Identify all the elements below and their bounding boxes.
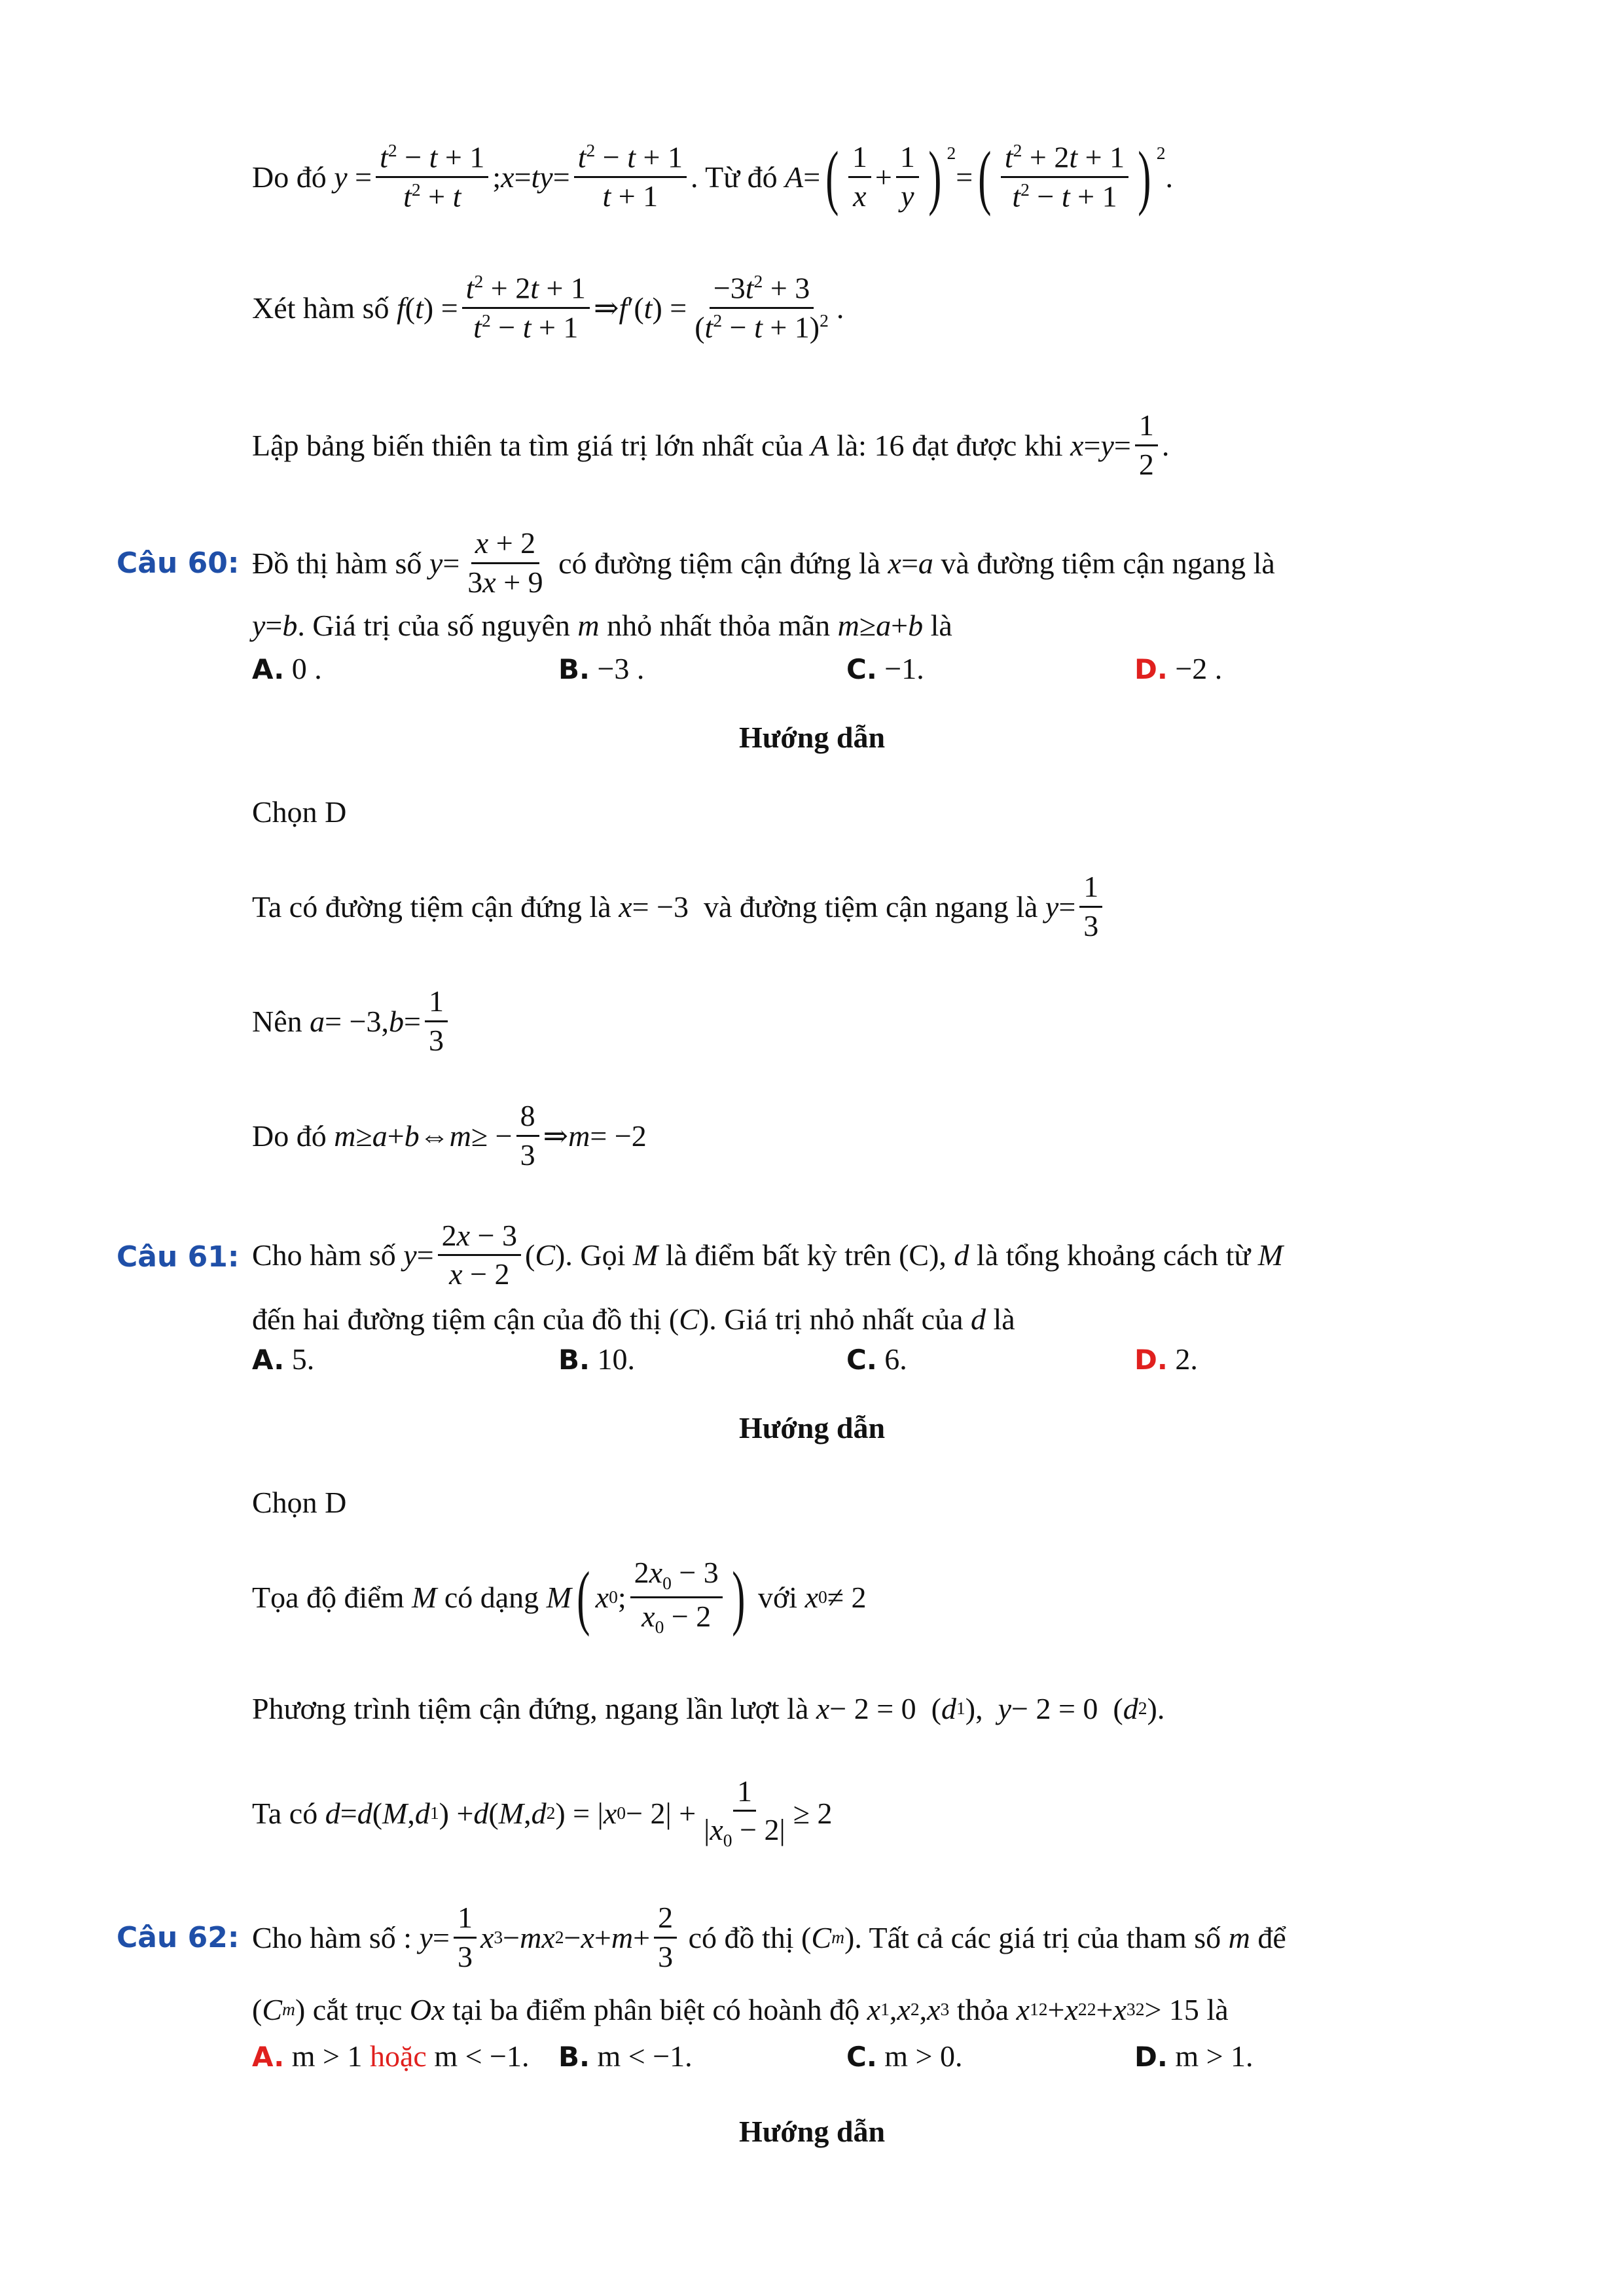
q62-line-2: ( C m ) cắt trục Ox tại ba điểm phân biệt có hoành độ x 1 , x 2 , x 3 thỏa x 1 2 + x 2 2 + x 3 2 > 15 là bbox=[252, 1992, 1229, 2026]
option-value: m < −1. bbox=[434, 2039, 530, 2073]
question-text: là tổng khoảng cách từ bbox=[976, 1238, 1251, 1272]
option-letter: C. bbox=[846, 653, 877, 685]
question-text: là bbox=[1206, 1992, 1229, 2026]
var-a: A bbox=[810, 428, 829, 462]
question-text: thỏa bbox=[956, 1992, 1009, 2026]
intro-line-1: Do đó y = $\frac{t^2 - t + 1}{t^2 + t}$ ; x = ty = $\frac{t^2 - t + 1}{t + 1}$ . Từ đó A = ( $\frac{1}{x}$ + $\frac{1}{y}$ ) $^2$ = ( $\frac{t^2 + 2t + 1}{t^2 - t + 1}$ ) $^2$ . bbox=[252, 137, 1174, 217]
question-text: đến hai đường tiệm cận của đồ thị ( bbox=[252, 1302, 679, 1336]
q60-sol-3: Do đó m ≥ a + b ⇔ m ≥ − $\frac{8}{3}$ ⇒ m = −2 bbox=[252, 1099, 647, 1172]
guide-heading: Hướng dẫn bbox=[738, 721, 886, 754]
intro-text: là: 16 đạt được khi bbox=[836, 428, 1063, 462]
intro-text: Do đó bbox=[252, 160, 327, 194]
option-value: 6. bbox=[884, 1342, 907, 1376]
q62-line-1: Cho hàm số : y = $\frac{1}{3}$ x 3 − mx 2 − x + m + $\frac{2}{3}$ có đồ thị ( C m ) . Tất cả các giá trị của tham số m để bbox=[252, 1901, 1286, 1973]
question-text: là bbox=[930, 608, 952, 642]
option-d[interactable] bbox=[1134, 1342, 1198, 1376]
guide-heading: Hướng dẫn bbox=[738, 2115, 886, 2148]
option-connector: hoặc bbox=[369, 2039, 427, 2073]
option-letter: B. bbox=[558, 653, 590, 685]
solution-text: Nên bbox=[252, 1004, 302, 1038]
option-letter: A. bbox=[252, 1344, 285, 1376]
question-label: Câu 62: bbox=[117, 1921, 240, 1954]
choice-line bbox=[252, 792, 346, 831]
option-letter: A. bbox=[252, 653, 285, 685]
solution-text: có dạng bbox=[444, 1580, 539, 1614]
option-value: 5. bbox=[291, 1342, 315, 1376]
solution-text: Tọa độ điểm bbox=[252, 1580, 405, 1614]
question-text: và đường tiệm cận ngang là bbox=[941, 546, 1275, 580]
solution-text: và đường tiệm cận ngang là bbox=[704, 889, 1038, 924]
question-text: có đồ thị bbox=[688, 1920, 794, 1954]
guide-heading: Hướng dẫn bbox=[738, 1411, 886, 1444]
option-b[interactable] bbox=[558, 2039, 693, 2073]
q60-line-2: y = b . Giá trị của số nguyên m nhỏ nhất thỏa mãn m ≥ a + b là bbox=[252, 608, 952, 642]
q61-line-2: đến hai đường tiệm cận của đồ thị ( C ). Giá trị nhỏ nhất của d là bbox=[252, 1302, 1015, 1336]
question-text: Đồ thị hàm số bbox=[252, 546, 422, 580]
choice-text: Chọn D bbox=[252, 795, 347, 829]
intro-text: Xét hàm số bbox=[252, 291, 389, 325]
question-text: ). Giá trị nhỏ nhất của bbox=[698, 1302, 964, 1336]
solution-text: Ta có đường tiệm cận đứng là bbox=[252, 889, 611, 924]
option-letter: D. bbox=[1134, 2041, 1168, 2073]
fraction: $\frac{t^2 - t + 1}{t + 1}$ bbox=[574, 141, 687, 212]
question-text: Cho hàm số bbox=[252, 1238, 396, 1272]
question-text: tại ba điểm phân biệt có hoành độ bbox=[452, 1992, 860, 2026]
option-d[interactable] bbox=[1134, 2039, 1254, 2073]
question-text: để bbox=[1257, 1920, 1286, 1954]
option-value: −3 . bbox=[597, 652, 645, 685]
choice-text: Chọn D bbox=[252, 1485, 347, 1519]
option-letter: B. bbox=[558, 2041, 590, 2073]
q61-line-1: Cho hàm số y = $\frac{2x - 3}{x - 2}$ ( C ) . Gọi M là điểm bất kỳ trên (C), d là tổng khoảng cách từ M bbox=[252, 1218, 1284, 1291]
option-a[interactable] bbox=[252, 1342, 314, 1376]
option-letter: A. bbox=[252, 2041, 285, 2073]
solution-text: Ta có bbox=[252, 1796, 318, 1830]
fraction: $\frac{t^2 - t + 1}{t^2 + t}$ bbox=[376, 141, 488, 212]
question-label: Câu 61: bbox=[117, 1240, 240, 1274]
q60-sol-1: Ta có đường tiệm cận đứng là x = −3 và đường tiệm cận ngang là y = $\frac{1}{3}$ bbox=[252, 864, 1106, 949]
option-value: m > 1 bbox=[291, 2039, 363, 2073]
option-value: m > 0. bbox=[884, 2039, 963, 2073]
q61-sol-2: Phương trình tiệm cận đứng, ngang lần lượt là x − 2 = 0 ( d 1 ), y − 2 = 0 ( d 2 ). bbox=[252, 1691, 1165, 1725]
option-value: 0 . bbox=[291, 652, 322, 685]
question-text: có đường tiệm cận đứng là bbox=[558, 546, 881, 580]
option-value: −2 . bbox=[1175, 652, 1223, 685]
option-c[interactable] bbox=[846, 1342, 907, 1376]
solution-text: với bbox=[757, 1580, 798, 1614]
option-value: −1. bbox=[884, 652, 924, 685]
option-value: m > 1. bbox=[1175, 2039, 1254, 2073]
option-b[interactable] bbox=[558, 651, 644, 686]
option-d[interactable] bbox=[1134, 651, 1222, 686]
option-letter: D. bbox=[1134, 1344, 1168, 1376]
intro-line-3: Lập bảng biến thiên ta tìm giá trị lớn nhất của A là: 16 đạt được khi x = y = $\frac{1}{2}$ . bbox=[252, 408, 1170, 481]
intro-text: Lập bảng biến thiên ta tìm giá trị lớn nhất của bbox=[252, 428, 803, 462]
option-value: 10. bbox=[597, 1342, 635, 1376]
question-text: nhỏ nhất thỏa mãn bbox=[607, 608, 831, 642]
math: y bbox=[334, 160, 348, 194]
option-letter: C. bbox=[846, 1344, 877, 1376]
question-label: Câu 60: bbox=[117, 547, 240, 580]
question-text: là điểm bất kỳ trên (C), bbox=[665, 1238, 947, 1272]
question-text: . Tất cả các giá trị của tham số bbox=[854, 1920, 1221, 1954]
q61-sol-1: Tọa độ điểm M có dạng M ( x 0 ; $\frac{2x_0 - 3}{x_0 - 2}$ ) với x 0 ≠ 2 bbox=[252, 1556, 867, 1637]
q61-sol-3: Ta có d = d ( M , d 1 ) + d ( M , d 2 ) = | x 0 − 2| + $\frac{1}{|x_0 - 2|}$ ≥ 2 bbox=[252, 1774, 833, 1851]
option-letter: C. bbox=[846, 2041, 877, 2073]
q60-line-1: Đồ thị hàm số y = $\frac{x + 2}{3x + 9}$ có đường tiệm cận đứng là x = a và đường tiệm cận ngang là bbox=[252, 526, 1275, 599]
option-letter: D. bbox=[1134, 653, 1168, 685]
intro-line-2: Xét hàm số f ( t ) = $\frac{t^2 + 2t + 1}{t^2 - t + 1}$ ⇒ f ′( t ) = $\frac{-3t^2 + 3}{(t^2 - t + 1)^2}$ . bbox=[252, 270, 844, 344]
solution-text: Do đó bbox=[252, 1119, 327, 1153]
solution-text: Phương trình tiệm cận đứng, ngang lần lượt là bbox=[252, 1691, 809, 1725]
question-text: . Giá trị của số nguyên bbox=[297, 608, 570, 642]
question-text: . Gọi bbox=[565, 1238, 626, 1272]
question-text: Cho hàm số : bbox=[252, 1920, 412, 1954]
option-value: m < −1. bbox=[597, 2039, 693, 2073]
option-b[interactable] bbox=[558, 1342, 635, 1376]
choice-line bbox=[252, 1482, 346, 1522]
option-c[interactable] bbox=[846, 651, 924, 686]
option-a[interactable] bbox=[252, 651, 322, 686]
question-text: là bbox=[993, 1302, 1015, 1336]
option-c[interactable] bbox=[846, 2039, 963, 2073]
intro-text: . Từ đó bbox=[690, 160, 778, 194]
option-letter: B. bbox=[558, 1344, 590, 1376]
question-text: cắt trục bbox=[312, 1992, 403, 2026]
option-a[interactable] bbox=[252, 2039, 530, 2073]
q60-sol-2: Nên a = −3, b = $\frac{1}{3}$ bbox=[252, 978, 452, 1064]
option-value: 2. bbox=[1175, 1342, 1198, 1376]
